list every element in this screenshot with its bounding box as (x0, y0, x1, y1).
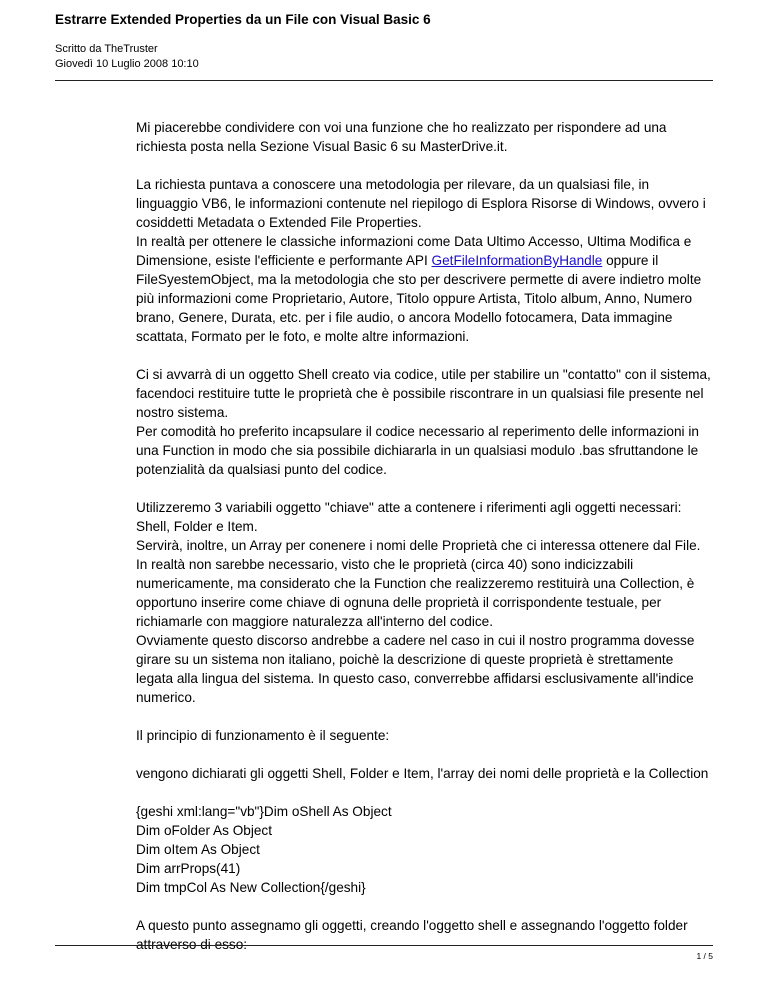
paragraph-declarations: vengono dichiarati gli oggetti Shell, Folder e Item, l'array dei nomi delle proprietà e la Collection (136, 766, 709, 781)
paragraph-shell (136, 365, 714, 479)
paragraph-principle: Il principio di funzionamento è il seguente: (136, 728, 390, 743)
article-title: Estrarre Extended Properties da un File con Visual Basic 6 (55, 12, 431, 27)
paragraph-request-text-c: oppure il FileSyestemObject, ma la metodologia che sto per descrivere permette di avere indietro molte più informazioni come Proprietario, Autore, Titolo oppure Artista, Titolo album, Anno, Numero brano, Genere, Durata, etc. per i file audio, o ancora Modello fotocamera, Data immagine scattata, Formato per le foto, e molte altre informazioni. (136, 253, 702, 344)
paragraph-variables (136, 498, 714, 707)
paragraph-request-text-b: In realtà per ottenere le classiche informazioni come Data Ultimo Accesso, Ultima Modifica e Dimensione, esiste l'efficiente e performante API (136, 234, 692, 268)
code-line: Dim oItem As Object (136, 842, 260, 857)
paragraph-intro: Mi piacerebbe condividere con voi una funzione che ho realizzato per rispondere ad una richiesta posta nella Sezione Visual Basic 6 su MasterDrive.it. (136, 120, 667, 154)
paragraph-assign: A questo punto assegnamo gli oggetti, creando l'oggetto shell e assegnando l'oggetto folder attraverso di esso: (136, 918, 688, 952)
article-date: Giovedì 10 Luglio 2008 10:10 (55, 58, 199, 70)
code-line: Dim oFolder As Object (136, 823, 272, 838)
header-divider (55, 80, 713, 81)
code-line: Dim arrProps(41) (136, 861, 241, 876)
article-body (136, 118, 714, 973)
paragraph-variables-text-b: Servirà, inoltre, un Array per conenere i nomi delle Proprietà che ci interessa ottenere dal File. In realtà non sarebbe necessario, visto che le proprietà (circa 40) sono indicizzabili numericamente, ma considerato che la Function che realizzeremo restituirà una Collection, è opportuno inserire come chiave di ognuna delle proprietà il corrispondente testuale, per richiamarle con maggiore naturalezza all'interno del codice. (136, 538, 701, 629)
code-block (136, 802, 714, 897)
paragraph-variables-text-c: Ovviamente questo discorso andrebbe a cadere nel caso in cui il nostro programma dovesse girare su un sistema non italiano, poichè la descrizione di queste proprietà è strettamente legata alla lingua del sistema. In questo caso, converrebbe affidarsi esclusivamente all'indice numerico. (136, 633, 695, 705)
paragraph-shell-text-a: Ci si avvarrà di un oggetto Shell creato via codice, utile per stabilire un "contatto" con il sistema, facendoci restituire tutte le proprietà che è possibile riscontrare in un qualsiasi file presente nel nostro sistema. (136, 367, 711, 420)
page-number: 1 / 5 (696, 951, 713, 961)
paragraph-request-text-a: La richiesta puntava a conoscere una metodologia per rilevare, da un qualsiasi file, in linguaggio VB6, le informazioni contenute nel riepilogo di Esplora Risorse di Windows, ovvero i cosiddetti Metadata o Extended File Properties. (136, 177, 706, 230)
article-author: Scritto da TheTruster (55, 43, 158, 55)
code-line: Dim tmpCol As New Collection{/geshi} (136, 880, 366, 895)
paragraph-variables-text-a: Utilizzeremo 3 variabili oggetto "chiave" atte a contenere i riferimenti agli oggetti necessari: Shell, Folder e Item. (136, 500, 682, 534)
document-header (55, 0, 713, 72)
code-line: {geshi xml:lang="vb"}Dim oShell As Object (136, 804, 392, 819)
paragraph-shell-text-b: Per comodità ho preferito incapsulare il codice necessario al reperimento delle informazioni in una Function in modo che sia possibile dichiararla in un qualsiasi modulo .bas sfruttandone le potenzialità da qualsiasi punto del codice. (136, 424, 699, 477)
footer-divider (55, 945, 713, 946)
paragraph-request (136, 175, 714, 346)
article-meta (55, 42, 713, 72)
api-link[interactable]: GetFileInformationByHandle (431, 253, 603, 268)
